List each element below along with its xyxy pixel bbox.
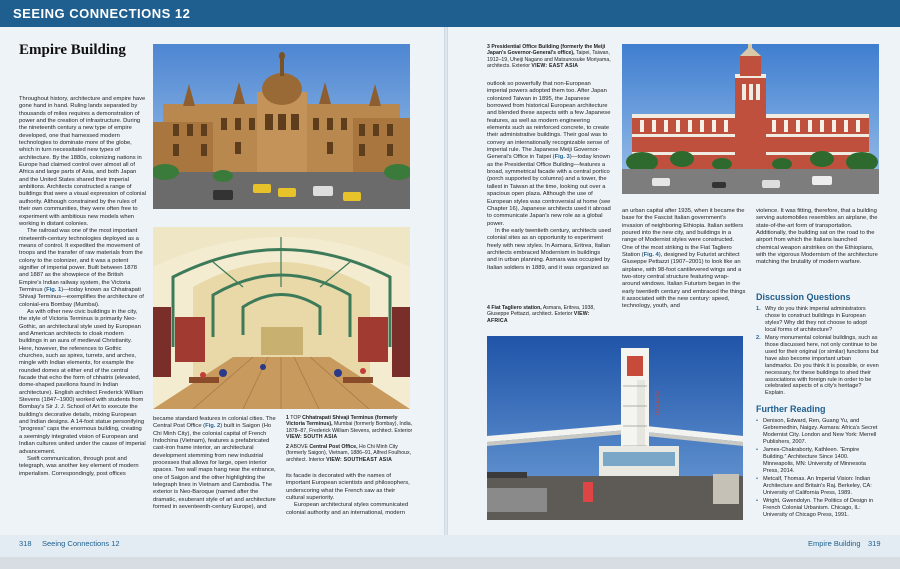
book-gutter	[444, 27, 448, 557]
fig2-reference-link[interactable]: Fig. 2	[205, 423, 221, 430]
discussion-question: 2. Many monumental colonial buildings, such as those discussed here, not only continue to be used for their original (or similar) functions but have also become important urban landmarks. Do you think it is possible, or even necessary, for these buildings to shed their associations with foreign rule in order to be celebrated aspects of a city's heritage? Explain.	[756, 335, 879, 397]
col4-para2: In the early twentieth century, architects used colonial sites as an opportunity to experiment freely with new styles. In Asmara, Eritrea, Italian architects embraced Modernism in buildings and in urban planning. Asmara was occupied by Italian soldiers in 1889, and it was organized as	[487, 227, 611, 271]
fig2-central-post-office-photo	[153, 227, 410, 409]
running-header	[0, 0, 900, 27]
fig4-tagliero-sign: TAGLIERO	[655, 391, 661, 416]
reading-item: • Metcalf, Thomas. An Imperial Vision: Indian Architecture and Britain's Raj. Berkeley, CA: University of California Press, 1989.	[756, 476, 880, 497]
discussion-questions-list	[756, 306, 880, 399]
right-page-number: 319	[868, 539, 881, 548]
col4-para1: outlook so powerfully that non-European imperial powers adopted them too. After Japan colonized Taiwan in 1895, the Japanese borrowed from historical European architecture and blended these aspects with a few Japanese features, as well as modern engineering elements such as reinforced concrete, to create their administrative buildings. Their goal was to convey an internationally recognizable sense of imperial rule. The Japanese Meiji Governor-General's Office in Taipei (Fig. 3)—today known as the Presidential Office Building—features a broad, symmetrical facade with a central portico (porch supported by columns) and a tower, the tallest in Taiwan at the time, looking out over a spacious open plaza. Although the use of European styles was controversial at home (see Chapter 16), Japanese architects used it abroad to communicate Japan's new role as a global power.	[487, 81, 611, 227]
col6-para: violence. It was fitting, therefore, that a building serving automobiles resembles an airplane, the state-of-the-art form of transportation. Additionally, the building sat on the road to the airport from which the Italians launched chemical weapon airstrikes on the Ethiopians, with the vigorous Modernism of the architecture matching the brutality of modern warfare.	[756, 208, 878, 266]
fig1-reference-link[interactable]: Fig. 1	[46, 286, 62, 293]
fig1-victoria-terminus-photo	[153, 44, 410, 209]
further-reading-list	[756, 418, 880, 521]
col1-text	[19, 96, 146, 478]
fig3-caption: 3 Presidential Office Building (formerly the Meiji Japan's Governor-General's office), Taipei, Taiwan, 1912–19, Uheiji Nagano and Matsunosuke Moriyama, architects. Exterior VIEW: EAST ASIA	[487, 44, 611, 70]
fig2-caption: 2 ABOVE Central Post Office, Ho Chi Minh City (formerly Saigon), Vietnam, 1886–91, Alfred Foulhoux, architect. Interior VIEW: SOUTHEAST ASIA	[286, 444, 412, 463]
reading-item: • James-Chakraborty, Kathleen. “Empire Building.” Architecture Since 1400. Minneapolis, MN: University of Minnesota Press, 2014.	[756, 447, 880, 475]
fig1-caption: 1 TOP Chhatrapati Shivaji Terminus (formerly Victoria Terminus), Mumbai (formerly Bombay), India, 1878–87, Frederick William Stevens, architect. Exterior VIEW: SOUTH ASIA	[286, 415, 413, 441]
col5-para: an urban capital after 1935, when it became the base for the Fascist Italian government's invasion of neighboring Ethiopia. Italian settlers poured into the new city, and buildings in a range of Modernist styles were constructed. One of the most striking is the Fiat Tagliero Station (Fig. 4), designed by Futurist architect Giuseppe Pettazzi (1907–2001) to look like an airplane, with 98-foot cantilevered wings and a two-story central structure featuring wrap-around windows. Italian Futurism began in the early twentieth century and embraced the things it associated with the new century: speed, technology, youth, and	[622, 208, 746, 310]
bottom-strip	[0, 557, 900, 569]
col1-para2: The railroad was one of the most important nineteenth-century technologies deployed as a means of control. It expedited the movement of troops and the transfer of raw materials from the colony to the colonizer, and it was a potent signifier of imperial power. Built between 1878 and 1887 as the showpiece of the British Empire's Indian railway system, the Victoria Terminus (Fig. 1)—today known as Chhatrapati Shivaji Terminus—exemplifies the architecture of colonial-era Bombay (Mumbai).	[19, 228, 144, 308]
fig4-reference-link[interactable]: Fig. 4	[643, 252, 659, 259]
reading-item: • Denison, Edward, Ren, Guang Yu, and Gebremedhin, Naigzy. Asmara: Africa's Secret Modernist City. London and New York: Merrell Publishers, 2007.	[756, 418, 880, 446]
running-header-title: SEEING CONNECTIONS 12	[13, 6, 191, 21]
footer-bar	[0, 535, 900, 557]
left-page-number: 318	[19, 539, 32, 548]
col3-para2: European architectural styles communicated colonial authority and an international, modern	[286, 502, 409, 516]
further-reading-heading: Further Reading	[756, 404, 826, 414]
col5-text	[622, 208, 746, 311]
col1-para3: As with other new civic buildings in the city, the style of Victoria Terminus is primarily Neo-Gothic, an architectural style used by European and American architects to cloak modern buildings in an aura of medieval Christianity. Here, however, the references to Gothic churches, such as spires, turrets, and arches, mingle with Indian elements, for example the rounded domes at either end of the central facade that echo the form of chhatris (elevated, dome-shaped pavilions found in Indian architecture). English architect Frederick William Stevens (1847–1900) worked with students from Bombay's Sir J. J. School of Art to execute the building's decorative details, mixing European and Indian designs. A 14-foot statue personifying “progress” caps the enormous building, creating a seemingly integrated vision of European and Indian cultures united under the cause of imperial advancement.	[19, 308, 146, 455]
col4-text	[487, 81, 611, 272]
fig3-presidential-office-photo	[622, 44, 879, 194]
col2-text	[153, 416, 276, 511]
left-running-footer: Seeing Connections 12	[42, 539, 120, 548]
col2-para: became standard features in colonial cities. The Central Post Office (Fig. 2) built in Saigon (Ho Chi Minh City), the colonial capital of French Indochina (Vietnam), features a prefabricated cast-iron frame interior, an architectural development stemming from new industrial processes that allows for large, open interior spaces. Two wall maps hang near the entrance, one of Saigon and the other highlighting the telegraph lines in Vietnam and Cambodia. The exterior is Neo-Baroque (named after the dramatic, exuberant style of art and architecture formed in seventeenth-century Europe), and	[153, 416, 276, 511]
fig4-caption: 4 Fiat Tagliero station, Asmara, Eritrea, 1938, Giuseppe Pettazzi, architect. Exterior VIEW: AFRICA	[487, 305, 595, 324]
fig4-fiat-tagliero-photo	[487, 336, 743, 520]
col1-para4: Swift communication, through post and telegraph, was another key element of modern imperialism. Correspondingly, post offices	[19, 455, 139, 477]
discussion-question: 1. Why do you think imperial administrators chose to construct buildings in European styles? Why did they not choose to adopt local forms of architecture?	[756, 306, 867, 333]
col1-para1: Throughout history, architecture and empire have gone hand in hand. Ruling lands separated by thousands of miles requires a demonstration of power and the creation of infrastructure. During the nineteenth century a new type of empire developed, one that harnessed modern technologies to dominate more of the globe, which in turn necessitated new types of architecture. By the 1880s, colonizing nations in Europe had claimed control over almost all of Africa and large parts of Asia, and both Japan and the United States shared their imperial ambitions. Architects constructed a range of buildings that were a visual expression of colonial authority. Although constrained by the rules of their own communities, they were often free to experiment with ambitious new models when working in distant colonies.	[19, 96, 146, 227]
col3-para1: its facade is decorated with the names of important European scientists and philosophers, underscoring what the French saw as their cultural superiority.	[286, 473, 410, 502]
col3-text	[286, 473, 414, 517]
reading-item: • Wright, Gwendolyn. The Politics of Design in French Colonial Urbanism. Chicago, IL: University of Chicago Press, 1991.	[756, 498, 880, 519]
right-running-footer: Empire Building	[808, 539, 861, 548]
article-title: Empire Building	[19, 42, 126, 58]
discussion-questions-heading: Discussion Questions	[756, 292, 851, 302]
col6-text	[756, 208, 880, 267]
fig3-reference-link[interactable]: Fig. 3	[554, 154, 570, 161]
